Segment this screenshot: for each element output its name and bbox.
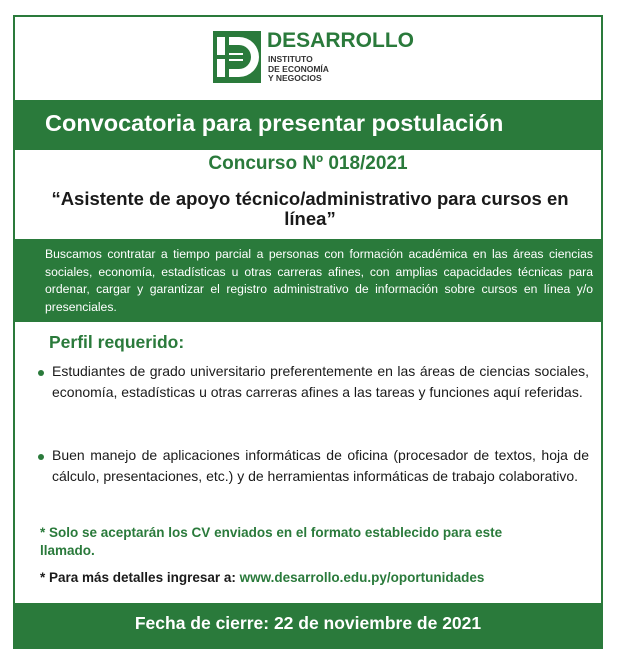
- concurso-number: Concurso Nº 018/2021: [208, 153, 408, 174]
- bullet-icon: [38, 370, 44, 376]
- logo-area: [15, 17, 601, 100]
- details-prefix: * Para más detalles ingresar a:: [40, 570, 236, 585]
- logo-subtitle-line: DE ECONOMÍA: [268, 63, 329, 74]
- logo-subtitle-line: Y NEGOCIOS: [268, 73, 322, 83]
- details-link[interactable]: www.desarrollo.edu.py/oportunidades: [239, 570, 485, 585]
- page-title: Convocatoria para presentar postulación: [45, 110, 504, 136]
- announcement-flyer: [13, 15, 603, 649]
- logo-subtitle: [268, 55, 329, 84]
- logo-subtitle-line: INSTITUTO: [268, 54, 313, 64]
- footer-bar: [15, 603, 601, 647]
- requirement-text: Estudiantes de grado universitario preferentemente en las áreas de ciencias sociales, economía, estadísticas u otras carreras afines a las tareas y funciones aquí referidas.: [52, 363, 589, 400]
- closing-date: Fecha de cierre: 22 de noviembre de 2021: [134, 613, 482, 633]
- desarrollo-logo-icon: [213, 31, 261, 83]
- requirement-text: Buen manejo de aplicaciones informáticas de oficina (procesador de textos, hoja de cálculo, presentaciones, etc.) y de herramientas informáticas de trabajo colaborativo.: [52, 447, 589, 484]
- intro-box: [15, 239, 601, 322]
- title-bar: [15, 100, 601, 150]
- bullet-icon: [38, 454, 44, 460]
- logo-brand: DESARROLLO: [267, 29, 414, 52]
- position-title: “Asistente de apoyo técnico/administrativo para cursos en línea”: [51, 188, 569, 229]
- perfil-heading: Perfil requerido:: [49, 332, 185, 352]
- cv-note: * Solo se aceptarán los CV enviados en el formato establecido para este llamado.: [40, 525, 503, 558]
- details-note: [40, 570, 484, 585]
- intro-text: Buscamos contratar a tiempo parcial a personas con formación académica en las áreas ciencias sociales, economía, estadísticas u otras carreras afines, con amplias capacidades técnicas para ordenar, cargar y garantizar el registro administrativo de información sobre cursos en línea y/o presenciales.: [45, 247, 593, 314]
